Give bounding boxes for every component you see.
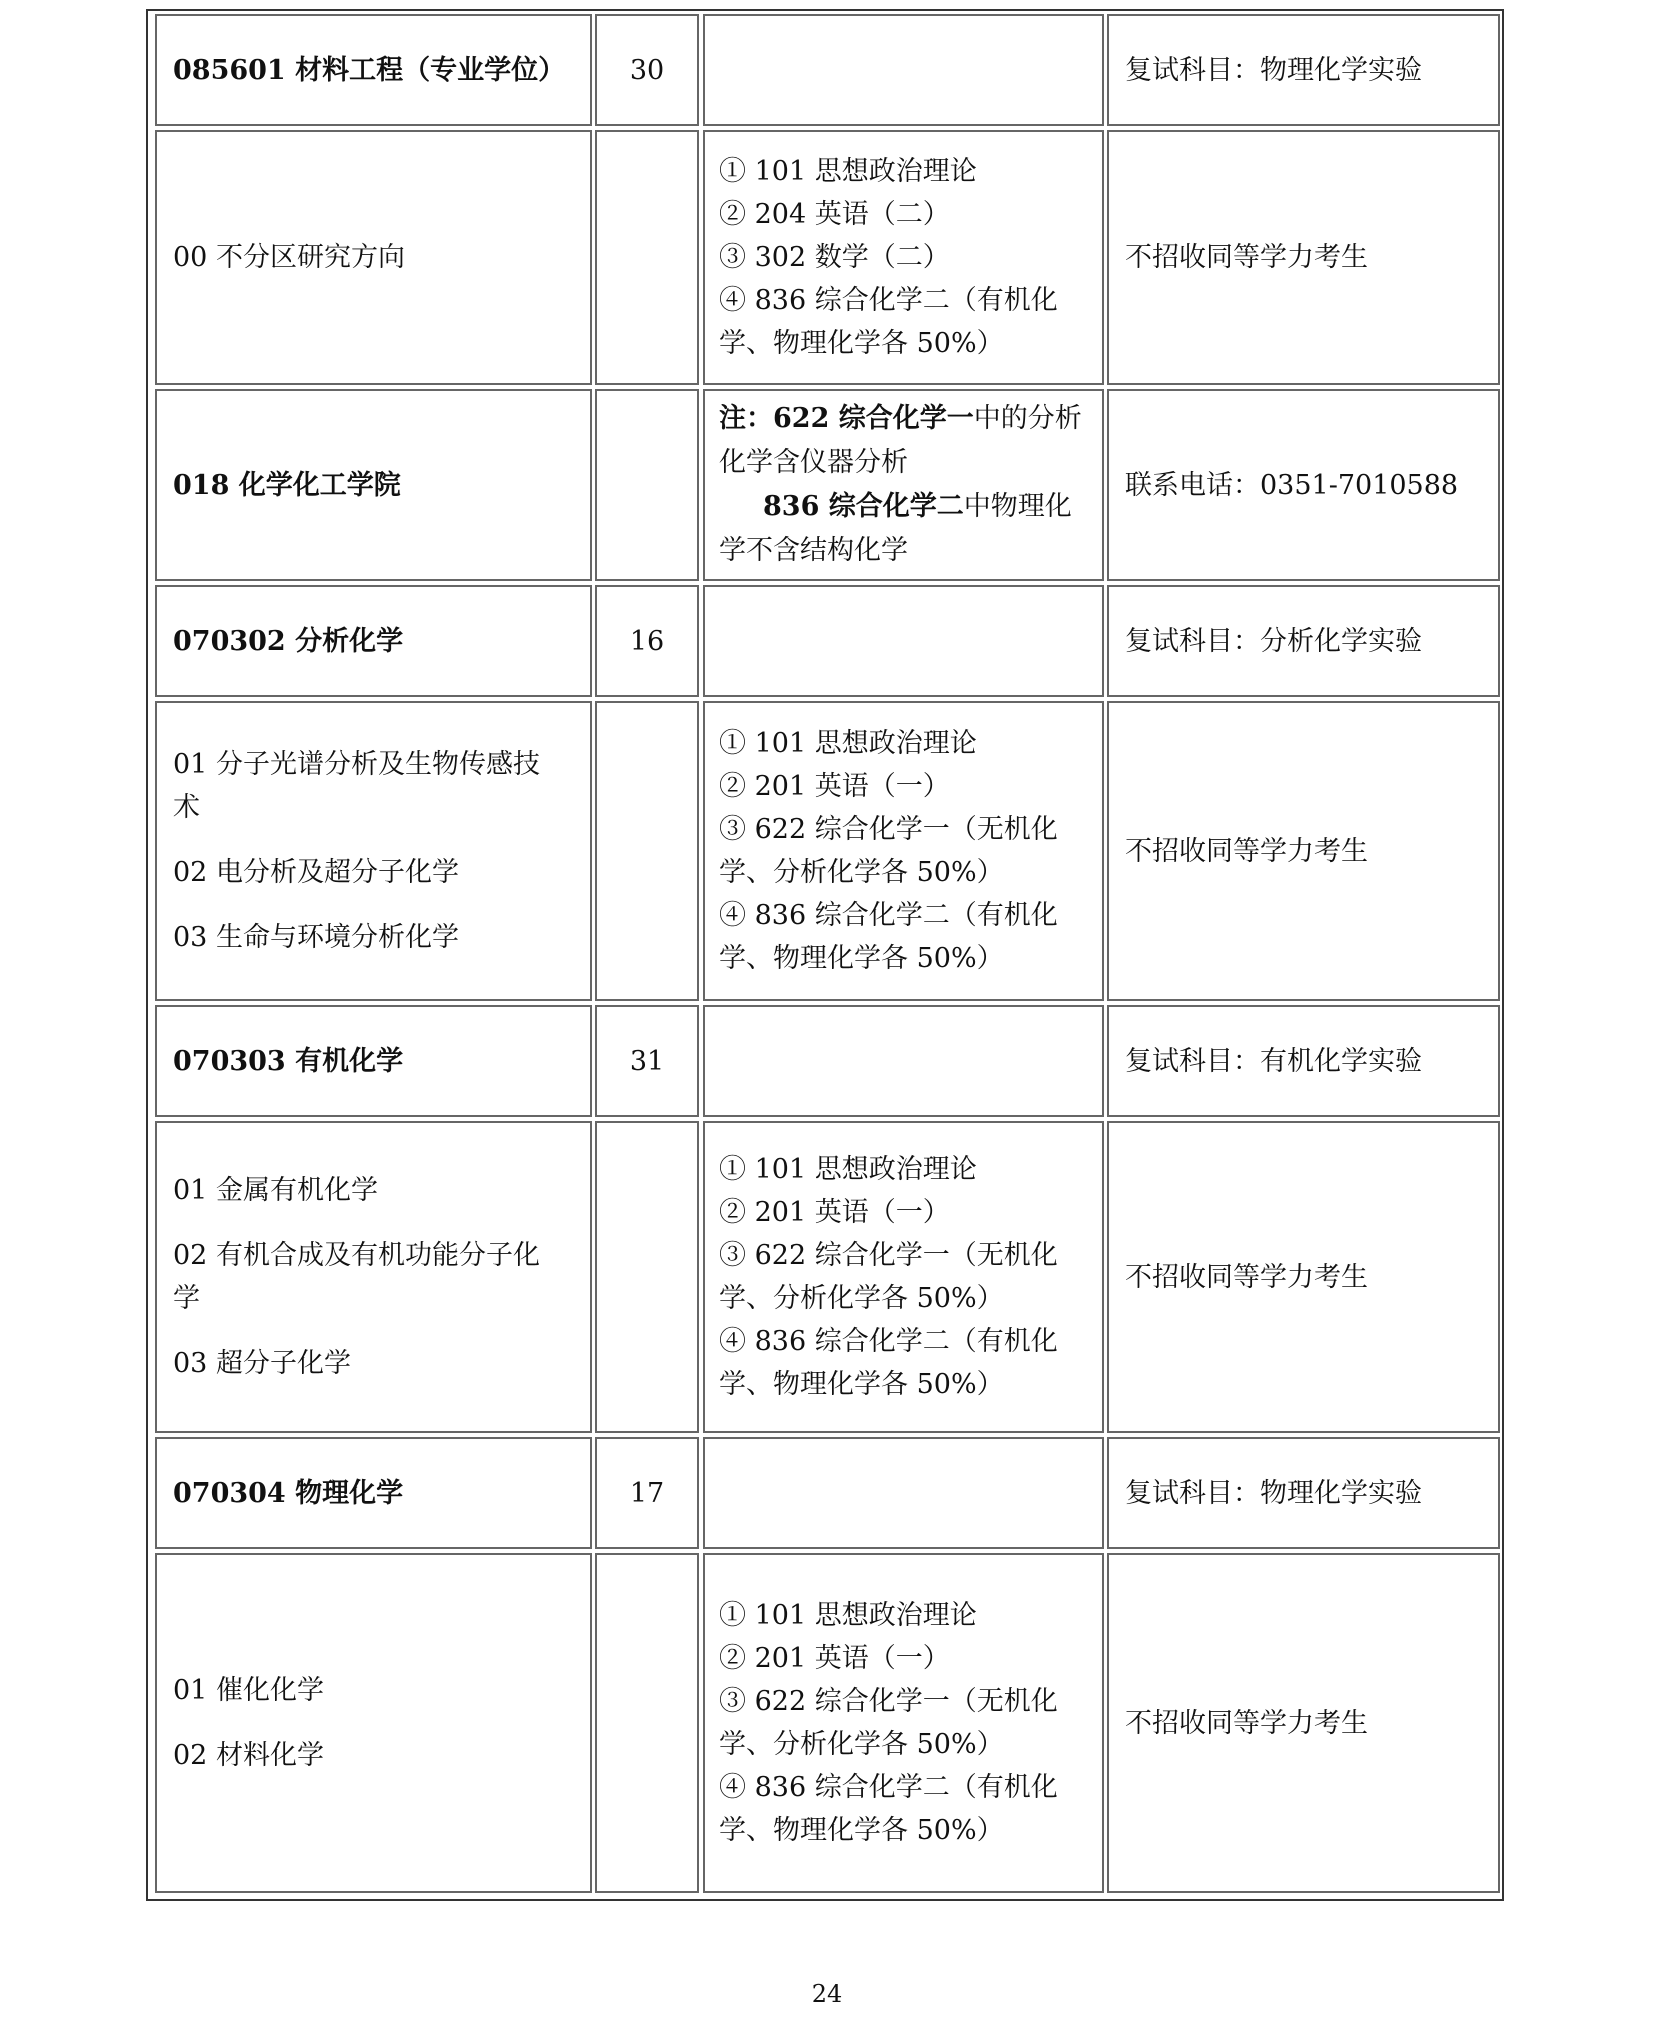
exam-subject: ② 201 英语（一） <box>719 771 950 802</box>
research-direction: 01 催化化学 <box>173 1675 324 1706</box>
exam-subject-list <box>719 1594 1058 1852</box>
note-text: 化学含仪器分析 <box>719 447 908 478</box>
major-name: 070304 物理化学 <box>173 1477 404 1509</box>
exam-cell <box>703 14 1104 126</box>
retest-subject: 复试科目：分析化学实验 <box>1125 625 1422 657</box>
exam-subject-list <box>719 722 1058 980</box>
exam-subject: ③ 622 综合化学一（无机化 <box>719 1686 1058 1717</box>
note-cell <box>1107 14 1500 126</box>
exam-subject: 学、物理化学各 50%） <box>719 328 1004 359</box>
direction-list <box>173 743 563 959</box>
major-name: 085601 材料工程（专业学位） <box>173 54 566 86</box>
quota-cell <box>595 701 699 1001</box>
exam-subject: ④ 836 综合化学二（有机化 <box>719 900 1058 931</box>
research-direction: 03 生命与环境分析化学 <box>173 922 459 953</box>
exam-cell <box>703 1437 1104 1549</box>
exam-cell <box>703 130 1104 385</box>
direction-cell <box>155 701 592 1001</box>
quota-cell <box>595 1121 699 1433</box>
contact-phone: 联系电话：0351-7010588 <box>1125 469 1459 501</box>
major-name: 070303 有机化学 <box>173 1045 404 1077</box>
research-direction: 03 超分子化学 <box>173 1348 351 1379</box>
exam-subject: ④ 836 综合化学二（有机化 <box>719 1772 1058 1803</box>
admission-note: 不招收同等学力考生 <box>1125 1707 1368 1739</box>
exam-subject: 学、物理化学各 50%） <box>719 1369 1004 1400</box>
direction-list <box>173 1169 563 1385</box>
exam-subject: ③ 302 数学（二） <box>719 242 950 273</box>
exam-subject-list <box>719 1148 1058 1406</box>
admissions-table <box>146 9 1504 1901</box>
exam-subject: 学、分析化学各 50%） <box>719 1283 1004 1314</box>
exam-subject: ② 204 英语（二） <box>719 199 950 230</box>
research-direction: 02 有机合成及有机功能分子化学 <box>173 1240 540 1314</box>
quota-cell <box>595 1005 699 1117</box>
note-text: 中物理化 <box>963 491 1072 522</box>
exam-note-cell <box>703 389 1104 581</box>
exam-subject: 学、物理化学各 50%） <box>719 1815 1004 1846</box>
quota-cell <box>595 14 699 126</box>
quota-cell <box>595 130 699 385</box>
research-direction: 01 分子光谱分析及生物传感技术 <box>173 749 540 823</box>
exam-subject: ① 101 思想政治理论 <box>719 1600 977 1631</box>
note-cell <box>1107 585 1500 697</box>
note-cell <box>1107 130 1500 385</box>
major-name-cell <box>155 14 592 126</box>
exam-subject: 学、物理化学各 50%） <box>719 943 1004 974</box>
direction-cell <box>155 1553 592 1893</box>
exam-scope-note <box>719 397 1082 573</box>
note-cell <box>1107 1553 1500 1893</box>
page-number: 24 <box>811 1980 843 2008</box>
exam-cell <box>703 1005 1104 1117</box>
direction-cell <box>155 130 592 385</box>
quota-cell <box>595 1553 699 1893</box>
retest-subject: 复试科目：有机化学实验 <box>1125 1045 1422 1077</box>
exam-subject: ① 101 思想政治理论 <box>719 1154 977 1185</box>
note-cell <box>1107 1005 1500 1117</box>
exam-subject: ② 201 英语（一） <box>719 1643 950 1674</box>
research-direction: 02 材料化学 <box>173 1740 324 1771</box>
note-text: 学不含结构化学 <box>719 535 908 566</box>
quota: 31 <box>629 1045 665 1077</box>
quota-cell <box>595 585 699 697</box>
exam-subject: ② 201 英语（一） <box>719 1197 950 1228</box>
exam-cell <box>703 701 1104 1001</box>
retest-subject: 复试科目：物理化学实验 <box>1125 1477 1422 1509</box>
exam-cell <box>703 1121 1104 1433</box>
admission-note: 不招收同等学力考生 <box>1125 1261 1368 1293</box>
note-cell <box>1107 1121 1500 1433</box>
note-cell <box>1107 1437 1500 1549</box>
exam-subject: ④ 836 综合化学二（有机化 <box>719 285 1058 316</box>
quota-cell <box>595 1437 699 1549</box>
exam-subject: 学、分析化学各 50%） <box>719 857 1004 888</box>
exam-subject: ① 101 思想政治理论 <box>719 156 977 187</box>
contact-cell <box>1107 389 1500 581</box>
exam-cell <box>703 1553 1104 1893</box>
school-name: 018 化学化工学院 <box>173 469 401 501</box>
school-name-cell <box>155 389 592 581</box>
research-direction: 00 不分区研究方向 <box>173 242 405 273</box>
note-bold: 注：622 综合化学一 <box>719 403 974 434</box>
note-bold: 836 综合化学二 <box>763 491 964 522</box>
quota: 16 <box>629 625 665 657</box>
major-name: 070302 分析化学 <box>173 625 404 657</box>
exam-subject: ① 101 思想政治理论 <box>719 728 977 759</box>
major-name-cell <box>155 1437 592 1549</box>
exam-subject: ④ 836 综合化学二（有机化 <box>719 1326 1058 1357</box>
admission-note: 不招收同等学力考生 <box>1125 242 1368 273</box>
direction-list <box>173 1669 563 1777</box>
exam-subject: 学、分析化学各 50%） <box>719 1729 1004 1760</box>
direction-cell <box>155 1121 592 1433</box>
quota: 30 <box>629 54 665 86</box>
note-cell <box>1107 701 1500 1001</box>
retest-subject: 复试科目：物理化学实验 <box>1125 54 1422 86</box>
exam-subject-list <box>719 150 1058 365</box>
note-text: 中的分析 <box>973 403 1082 434</box>
exam-cell <box>703 585 1104 697</box>
exam-subject: ③ 622 综合化学一（无机化 <box>719 1240 1058 1271</box>
major-name-cell <box>155 585 592 697</box>
quota: 17 <box>629 1477 665 1509</box>
admission-note: 不招收同等学力考生 <box>1125 835 1368 867</box>
exam-subject: ③ 622 综合化学一（无机化 <box>719 814 1058 845</box>
research-direction: 02 电分析及超分子化学 <box>173 857 459 888</box>
quota-cell <box>595 389 699 581</box>
major-name-cell <box>155 1005 592 1117</box>
research-direction: 01 金属有机化学 <box>173 1175 378 1206</box>
